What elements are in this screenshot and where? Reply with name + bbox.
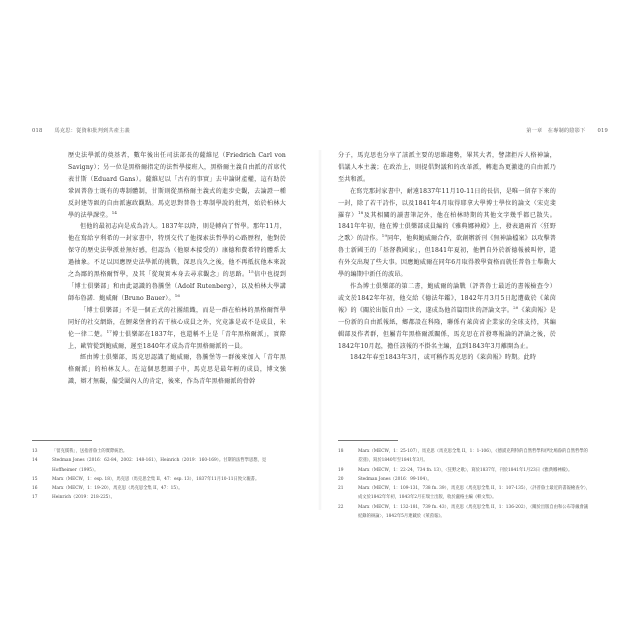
footnote-text: Marx（MECW，1：109-131，738 fn. 39），馬克思（馬克思全集 II，1：107-135），〈評普魯士最近的書報檢查令〉，成文於1842年年初，1843年2月在瑞士出版，收於盧格主編《軼文集》。 xyxy=(358,486,591,501)
footnote-ref: 18 xyxy=(357,209,364,215)
left-running-title: 馬克思：從資和批判到共產主義 xyxy=(54,128,130,134)
footnote-number: 13 xyxy=(32,449,38,454)
footnote-number: 21 xyxy=(338,486,344,492)
footnote-number: 18 xyxy=(338,449,344,454)
left-body-text xyxy=(68,150,286,420)
paragraph-text: 及其相關的讀書筆記外，他在柏林時期的其他文字幾乎都已散失。1841年年初，他在博士俱樂部成員編的《雅典娜神殿》上，發表過兩首〈狂野之歌〉的詩作。 xyxy=(338,211,556,243)
paragraph-text: 1842年春至1843年3月，或可稱作馬克思的《萊茵報》時期。此時 xyxy=(350,354,537,362)
right-page-number: 019 xyxy=(597,128,608,134)
right-running-title: 第一章 在專制的陰影下 xyxy=(526,128,586,134)
footnote xyxy=(338,475,592,484)
footnote-number: 20 xyxy=(338,476,344,482)
paragraph xyxy=(338,186,556,281)
footnote-text: 「留克儒我」，送指普魯士的實際統治。 xyxy=(52,449,128,454)
paragraph-text: 但他的最初志向是成為詩人。1837年以降，則是轉向了哲學。那年11月，他在寫給亨利希的一封家書中，特別交代了他探索法哲學的心路歷程，他對於保守的歷史法學派並無好感，但認為（他原本接受的）康德和費希特的體系太過抽象。不足以因應歷史法學派的挑戰，深思良久之後，他不再抵抗他本來說之為鄙的黑格爾哲學，及其「從現實本身去尋求觀念」的思路。 xyxy=(68,223,286,279)
footnote-text: Stedman Jones（2016：99-104）。 xyxy=(358,476,432,482)
paragraph xyxy=(68,305,286,353)
right-page xyxy=(320,0,640,640)
footnote-text: Stedman Jones（2016：62-84，2002：148-161），Heinrich（2019：160-169）。甘斯的法哲學思想，見 Hoffheimer（1995）。 xyxy=(52,458,267,473)
right-running-head xyxy=(526,127,608,134)
paragraph xyxy=(338,150,556,186)
paragraph-text: 在寫完那封家書中，耐遠1837年11月10-11日的長信，是唯一留存下來的一封，除了若干詩作，以及1841年4月取得耶拿大學博士學位的論文（宋克斐羅存） xyxy=(338,187,556,219)
footnote-text: Marx（MECW，1：esp. 18），馬克思（馬克思全集 II，47：esp. 13），1837年11月10-11日致父親書。 xyxy=(52,476,260,482)
paragraph-text: 歷史法學派的奠基者，數年後出任司法部長的薩維尼（Friedrich Carl von Savigny）；另一位是黑格爾指定的法哲學接班人，黑格爾主義自由派的首席代表甘斯（Eduard Gans）。薩維尼以「古有的事實」去申論財產權，這有助於鞏固普魯士既有的專制體制，甘斯則從黑格爾主義式的進步史觀，去論證一種反封建等級的自由派憲政觀點。馬克思對普魯士專制學說的批判，始於柏林大學的法學課堂。 xyxy=(68,152,286,219)
paragraph xyxy=(338,281,556,352)
paragraph-text: 信中也提到「博士俱樂部」和由此認識的魯騰堡（Adolf Rutenberg），以及柏林大學講師布魯諾．鮑威爾（Bruno Bauer）。 xyxy=(68,271,286,302)
footnote-text: Marx（MECW，1：22-24，734 fn. 13），〈狂野之歌〉，寫於1837年，刊於1841年1月23日《雅典娜神殿》。 xyxy=(358,467,573,473)
footnote-number: 17 xyxy=(32,495,38,501)
paragraph-text: 經由博士俱樂部，馬克思認識了鮑威爾，魯騰堡等一群後來加入「青年黑格爾派」的柏林友人。在這個思想圈子中，馬克思是最年輕的成員，博文強識，辯才無礙，備受圍內人的肯定，後來，作為青年黑格爾派的骨幹 xyxy=(68,354,286,386)
right-footnote-rule xyxy=(338,440,398,441)
footnote xyxy=(338,447,592,466)
footnote xyxy=(32,475,286,484)
paragraph-text: 博士俱樂部在1837年，也還稱不上是「青年黑格爾派」，實際上，歐管從到鮑威爾，遲至1840年才成為青年黑格爾派的一員。 xyxy=(68,330,286,350)
right-footnotes xyxy=(338,447,592,521)
paragraph xyxy=(338,352,556,364)
footnote xyxy=(32,456,286,475)
paragraph-text: 同年，他與鮑威爾合作，欲創辦新刊《無神論檔案》以攻擊普魯士新國王的「基督教國家」，但1841年夏初，他們自外於新德報被叫停，還有外交出現了些大事。因應鮑威爾在同年6月取得教學資格而就任普魯士舉動大學的編期中新任的波昂。 xyxy=(338,235,556,279)
footnote xyxy=(338,503,592,522)
left-running-head xyxy=(32,127,130,134)
footnote-ref: 19 xyxy=(381,233,388,239)
footnote-ref: 15 xyxy=(248,269,254,275)
paragraph xyxy=(68,352,286,388)
left-footnote-rule xyxy=(32,440,92,441)
footnote-ref: 20 xyxy=(513,304,519,310)
footnote xyxy=(32,493,286,502)
paragraph-text: 作為博士俱樂部的第二書，鮑威爾的論戰（評普魯士最近的書報檢查令）或文於1842年年初，他交給《德法年鑑》，1842年月3月5日起遭截於《萊茵報》的《關於出版自由》一文，遂成為他首篇問世的評論文字。 xyxy=(338,282,556,314)
footnote-ref: 14 xyxy=(111,209,118,215)
footnote-text: Heinrich（2019：218-225）。 xyxy=(52,495,115,501)
footnote-number: 16 xyxy=(32,486,38,492)
footnote-number: 15 xyxy=(32,476,38,482)
footnote-text: Marx（MECW，1：19-20），馬克思（馬克思全集 II，47：15）。 xyxy=(52,486,183,492)
footnote-text: Marx（MECW，1：25-107），馬克思（馬克思全集 II，1：1-106），《德謨克利特的自然哲學和伊比鳩魯的自然哲學的差別》，寫於1840年至1841年3月。 xyxy=(358,449,588,464)
footnote-number: 22 xyxy=(338,504,344,510)
footnote-ref: 16 xyxy=(174,292,181,298)
footnote xyxy=(338,484,592,503)
footnote-number: 14 xyxy=(32,458,38,464)
paragraph xyxy=(68,221,286,304)
footnote-number: 19 xyxy=(338,467,344,473)
paragraph-text: 「博士俱樂部」不是一個正式的社團組織，而是一群在柏林的黑格爾哲學同好的社交網絡，在鯉萊堡會的若干核心成員之外，究竟誰是或不是成員，米伦一律二楚。 xyxy=(68,306,286,338)
footnote xyxy=(32,484,286,493)
right-body-text xyxy=(338,150,556,420)
left-footnotes xyxy=(32,447,286,503)
footnote-ref: 17 xyxy=(106,328,112,334)
paragraph xyxy=(68,150,286,221)
footnote xyxy=(32,447,286,456)
left-page-number: 018 xyxy=(32,128,43,134)
footnote-text: Marx（MECW，1：132-181，739 fn. 43），馬克思（馬克思全集 II，1：136-202），〈關於出版自由和公布等級會議紀錄的辯論〉，1842年5月連載於《萊茵報》。 xyxy=(358,504,589,520)
paragraph-text: 《萊茵報》是一份新的自由派報紙，鄉都設在科隆，聯係有萊茵省企業家的全球支持，其編輯部及作者群，但屬青年黑格爾派關係，馬克思在首發專報論的評論之後，於1842年10月起，擔任該報的不掛名主編，直到1843年3月離開為止。 xyxy=(338,306,556,350)
paragraph-text: 分子，馬克思也分享了該派主要的思維趨勢，畢其大者，譬諸拒斥人格神論，倡議人本主義；在政治上，則提倡對議和的改革派，轉進為更激進的自由派乃至共和派。 xyxy=(338,152,556,183)
footnote xyxy=(338,466,592,475)
